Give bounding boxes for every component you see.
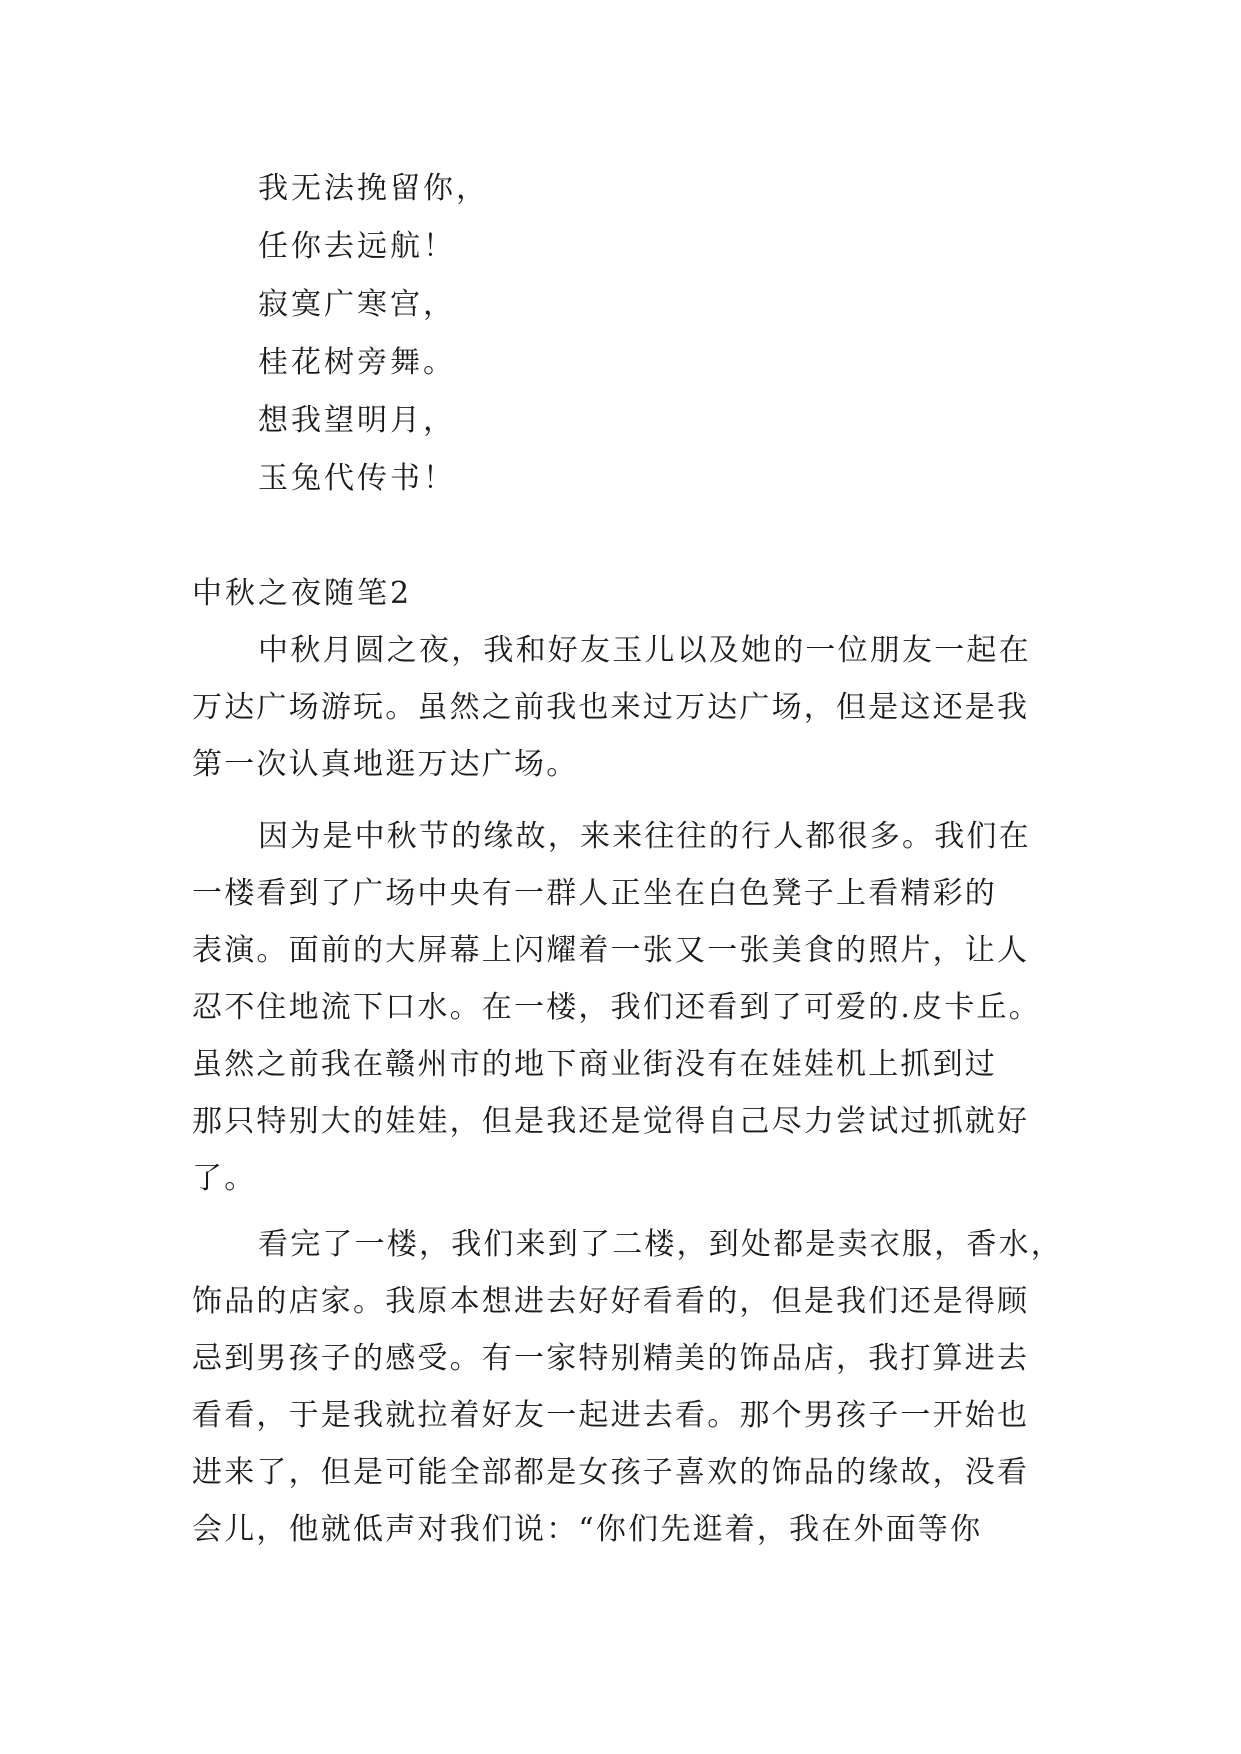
paragraph: [192, 1216, 1062, 1558]
paragraph-line: 那只特别大的娃娃，但是我还是觉得自己尽力尝试过抓就好: [192, 1104, 1030, 1139]
poem-line: 寂寞广寒宫，: [258, 287, 456, 322]
poem-line: 玉兔代传书！: [258, 461, 456, 496]
section-title: 中秋之夜随笔2: [192, 576, 413, 611]
paragraph-line: 因为是中秋节的缘故，来来往往的行人都很多。我们在: [258, 819, 1031, 854]
paragraph-line: 看完了一楼，我们来到了二楼，到处都是卖衣服，香水，: [258, 1227, 1063, 1262]
paragraph-line: 第一次认真地逛万达广场。: [192, 747, 579, 782]
paragraph-line: 忍不住地流下口水。在一楼，我们还看到了可爱的.皮卡丘。: [192, 990, 1041, 1025]
paragraph-line: 忌到男孩子的感受。有一家特别精美的饰品店，我打算进去: [192, 1341, 1030, 1376]
paragraph: [192, 622, 1062, 793]
poem-line: 我无法挽留你，: [258, 171, 489, 206]
paragraph: [192, 808, 1062, 1207]
paragraph-line: 了。: [192, 1161, 257, 1196]
paragraph-line: 会儿，他就低声对我们说：“你们先逛着，我在外面等你: [192, 1512, 983, 1547]
poem-line: 想我望明月，: [258, 403, 456, 438]
paragraph-line: 一楼看到了广场中央有一群人正坐在白色凳子上看精彩的: [192, 876, 997, 911]
paragraph-line: 看看，于是我就拉着好友一起进去看。那个男孩子一开始也: [192, 1398, 1030, 1433]
poem-line: 任你去远航！: [258, 229, 456, 264]
paragraph-line: 表演。面前的大屏幕上闪耀着一张又一张美食的照片，让人: [192, 933, 1030, 968]
paragraph-line: 虽然之前我在赣州市的地下商业街没有在娃娃机上抓到过: [192, 1047, 997, 1082]
poem-line: 桂花树旁舞。: [258, 345, 456, 380]
poem-block: [258, 160, 858, 508]
paragraph-line: 饰品的店家。我原本想进去好好看看的，但是我们还是得顾: [192, 1284, 1030, 1319]
paragraph-line: 万达广场游玩。虽然之前我也来过万达广场，但是这还是我: [192, 690, 1030, 725]
paragraph-line: 中秋月圆之夜，我和好友玉儿以及她的一位朋友一起在: [258, 633, 1031, 668]
paragraph-line: 进来了，但是可能全部都是女孩子喜欢的饰品的缘故，没看: [192, 1455, 1030, 1490]
